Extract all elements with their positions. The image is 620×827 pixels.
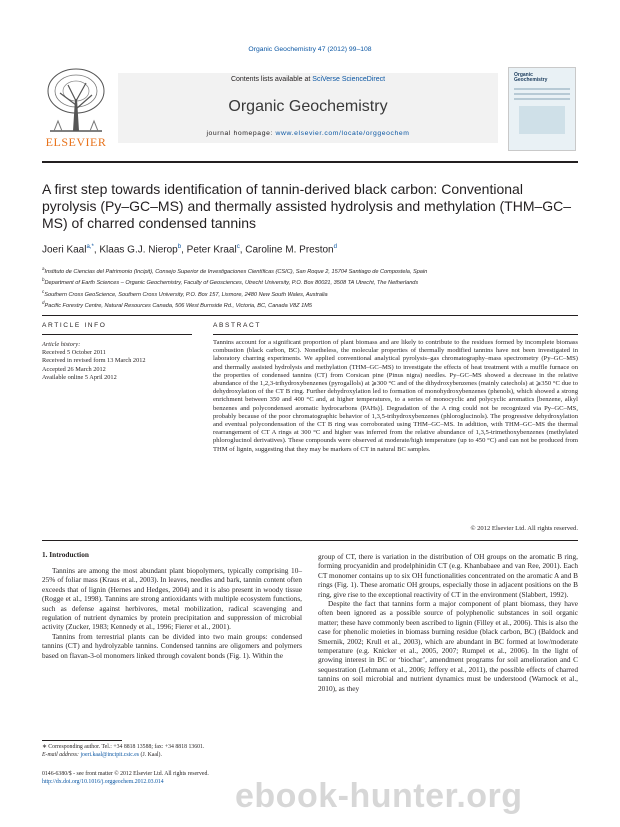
- contents-line: [118, 76, 498, 83]
- affiliation-text: Department of Earth Sciences – Organic Geochemistry, Faculty of Geosciences, Utrecht University, P.O. Box 80021, 3508 TA Utrecht, The Netherlands: [44, 280, 419, 287]
- contents-prefix: Contents lists available at: [230, 76, 313, 83]
- right-column: [318, 552, 578, 693]
- affiliation-item: [42, 299, 578, 310]
- history-entry: Accepted 26 March 2012: [42, 365, 106, 373]
- author-list: Joeri Kaal$^{a,*}$, Klaas G.J. Nierop$^b$, Peter Kraal$^c$, Caroline M. Preston$^d$: [42, 244, 337, 256]
- masthead-rule: [42, 161, 578, 163]
- info-rule: [42, 334, 192, 335]
- author-name[interactable]: Klaas G.J. Nierop: [99, 244, 178, 256]
- journal-cover-thumbnail[interactable]: [508, 67, 576, 151]
- homepage-link[interactable]: www.elsevier.com/locate/orggeochem: [275, 130, 410, 137]
- body-paragraph: group of CT, there is variation in the distribution of OH groups on the aromatic B ring, forming procyanidin and prodelphinidin CT (e.g. Khanbabaee and van Ree, 2001). Each CT monomer contains up to six OH functionalities concentrated on the aromatic A and B rings (Fig. 1). These aromatic OH groups, especially those in adjacent positions on the B ring, give rise to the exceptional reactivity of CT in the environment (Slabbert, 1992).: [318, 552, 578, 599]
- email-label: E-mail address:: [42, 752, 81, 758]
- author-affil-marker[interactable]: b: [177, 244, 182, 250]
- affiliation-text: Instituto de Ciencias del Patrimonio (Incipit), Consejo Superior de Investigaciones Científicas (CSIC), San Roque 2, 15704 Santiago de Compostela, Spain: [44, 268, 428, 275]
- author-affil-marker[interactable]: d: [333, 244, 337, 250]
- journal-name: Organic Geochemistry: [228, 98, 388, 115]
- email-link[interactable]: joeri.kaal@incipit.csic.es: [80, 752, 140, 758]
- history-label: Article history:: [42, 341, 81, 348]
- affiliation-marker: d: [42, 300, 45, 306]
- abstract-text: Tannins account for a significant proportion of plant biomass and are likely to contribute to the residues formed by incomplete biomass combustion (black carbon, BC). Nonetheless, the molecular properties of thermally modified tannins have not been investigated in laboratory charring experiments. We applied conventional analytical pyrolysis–gas chromatography–mass spectrometry (Py–GC–MS) and thermally assisted hydrolysis and methylation (THM–GC–MS) to investigate the effects of heat treatment with a muffle furnace on the properties of condensed tannins (CT) from Corsican pine (Pinus nigra) needles. Py–GC–MS showed a decrease in the relative abundance of the 1,2,3-trihydroxybenzenes (pyrogallols) at ⩾300 °C and of the dihydroxybenzenes (mainly catechols) at ⩾350 °C due to dehydroxylation of the CT B ring. Further dehydroxylation led to formation of monohydroxybenzenes (phenols), which showed a strong enrichment between 350 and 400 °C and, at higher temperatures, to a series of monocyclic and polycyclic aromatics [benzene, alkyl benzenes and polycondensed aromatic hydrocarbons (PAHs)]. Degradation of the A ring could not be recognized via Py–GC–MS, probably because of the poor chromatographic behavior of 1,3,5-trihydroxybenzenes (phloroglucinols). The progressive dehydroxylation and eventual polycondensation of the CT B ring was corroborated using THM–GC–MS. In addition, with THM–GC–MS the thermal rearrangement of CT A rings at 300 °C and higher was inferred from the relative abundance of 1,3,5-trimethoxybenzenes (methylated phloroglucinol derivatives). These compounds were observed at moderate/high temperature (up to 450 °C) and can not be produced from THM of lignin, suggesting that they may be markers of CT in natural BC samples.: [213, 339, 578, 453]
- article-info-heading: ARTICLE INFO: [42, 322, 107, 329]
- email-suffix: (J. Kaal).: [139, 752, 162, 758]
- history-entry: Received in revised form 13 March 2012: [42, 357, 146, 365]
- abstract-heading: ABSTRACT: [213, 322, 261, 329]
- homepage-prefix: journal homepage:: [206, 130, 276, 137]
- footnote-rule: [42, 740, 122, 741]
- body-rule: [42, 540, 578, 541]
- affiliation-text: Pacific Forestry Centre, Natural Resources Canada, 506 West Burnside Rd., Victoria, BC, Canada V8Z 1M5: [44, 303, 312, 310]
- cover-title-line1: Organic: [514, 72, 533, 78]
- homepage-line: [118, 130, 498, 137]
- affiliation-item: [42, 288, 578, 299]
- affiliations: [42, 265, 578, 311]
- history-entry: Available online 5 April 2012: [42, 373, 117, 381]
- cover-title-line2: Geochemistry: [514, 77, 548, 83]
- journal-citation[interactable]: Organic Geochemistry 47 (2012) 99–108: [248, 46, 372, 53]
- corresponding-author: ∗ Corresponding author. Tel.: +34 8818 13588; fax: +34 8818 13601.: [42, 744, 205, 750]
- author-name[interactable]: Peter Kraal: [186, 244, 237, 256]
- watermark-text: ebook-hunter.org: [235, 777, 523, 815]
- article-title: A first step towards identification of tannin-derived black carbon: Conventional pyrolysis (Py–GC–MS) and thermally assisted hydrolysis and methylation (THM–GC–MS) of charred condensed tannins: [42, 181, 572, 231]
- body-paragraph: Despite the fact that tannins form a major component of plant biomass, they have often been ignored as a possible source of polyphenolic substances in soil organic matter; these have commonly been ascribed to lignin (Filley et al., 2006). This is also the case for phenolic moieties in biomass burning residue (black carbon, BC) (Baldock and Smernik, 2002; Krull et al., 2003), which are abundant in BC formed at low/moderate temperature (e.g. Knicker et al., 2005, 2007; Rumpel et al., 2006). In the light of growing interest in BC or ‘biochar’, amendment programs for soil amelioration and C sequestration (Lehmann et al., 2006; Jeffery et al., 2011), the possible effects of charred tannins on soil microbial and nutrient dynamics must be understood (Warnock et al., 2010), as they: [318, 599, 578, 693]
- corresponding-author-footnote: [42, 743, 302, 759]
- introduction-heading: 1. Introduction: [42, 550, 89, 559]
- author-name[interactable]: Joeri Kaal: [42, 244, 87, 256]
- doi-link[interactable]: http://dx.doi.org/10.1016/j.orggeochem.2012.03.014: [42, 779, 164, 785]
- author-affil-marker[interactable]: a,*: [86, 244, 94, 250]
- affiliation-marker: a: [42, 266, 45, 271]
- history-entry: Received 5 October 2011: [42, 349, 106, 357]
- author-affil-marker[interactable]: c: [236, 244, 240, 250]
- masthead: [42, 65, 578, 155]
- cover-stripe: [514, 98, 570, 100]
- affiliation-text: Southern Cross GeoScience, Southern Cross University, P.O. Box 157, Lismore, 2480 New South Wales, Australia: [44, 291, 328, 298]
- abstract-rule: [213, 334, 578, 335]
- left-column: [42, 566, 302, 660]
- elsevier-wordmark: ELSEVIER: [45, 135, 107, 149]
- cover-stripe: [514, 88, 570, 90]
- affiliation-marker: b: [42, 277, 45, 283]
- elsevier-tree-icon: [42, 65, 110, 137]
- abstract-copyright: © 2012 Elsevier Ltd. All rights reserved.: [470, 525, 578, 532]
- author-name[interactable]: Caroline M. Preston: [245, 244, 334, 256]
- sciencedirect-link[interactable]: SciVerse ScienceDirect: [312, 76, 386, 83]
- cover-title: [514, 73, 547, 83]
- elsevier-logo[interactable]: [42, 65, 110, 151]
- section-rule: [42, 315, 578, 316]
- cover-stripe: [514, 93, 570, 95]
- affiliation-item: [42, 265, 578, 276]
- journal-banner: [118, 73, 498, 143]
- article-history: [42, 341, 192, 382]
- email-line: [42, 751, 302, 759]
- body-paragraph: Tannins are among the most abundant plant biopolymers, typically comprising 10–25% of foliar mass (Kraus et al., 2003). In leaves, needles and bark, tannin content often exceeds that of lignin (Hernes and Hedges, 2004) and it is also present in woody tissue (Rogge et al., 1998). Tannins are strong antioxidants with multiple ecosystem functions, such as defense against herbivores, metal mobilization, radical scavenging and regulation of nutrient dynamics by protein precipitation and suppression of microbial activity (Zucker, 1983; Kennedy et al., 1996; Fierer et al., 2001).: [42, 566, 302, 632]
- affiliation-item: [42, 276, 578, 287]
- affiliation-marker: c: [42, 288, 45, 294]
- issn-line: 0146-6380/$ - see front matter © 2012 Elsevier Ltd. All rights reserved.: [42, 771, 209, 777]
- cover-image: [519, 106, 565, 134]
- body-paragraph: Tannins from terrestrial plants can be divided into two main groups: condensed tannins (CT) and hydrolyzable tannins. Condensed tannins are oligomers and polymers based on flavan-3-ol monomers linked through covalent bonds (Fig. 1). Within the: [42, 631, 302, 660]
